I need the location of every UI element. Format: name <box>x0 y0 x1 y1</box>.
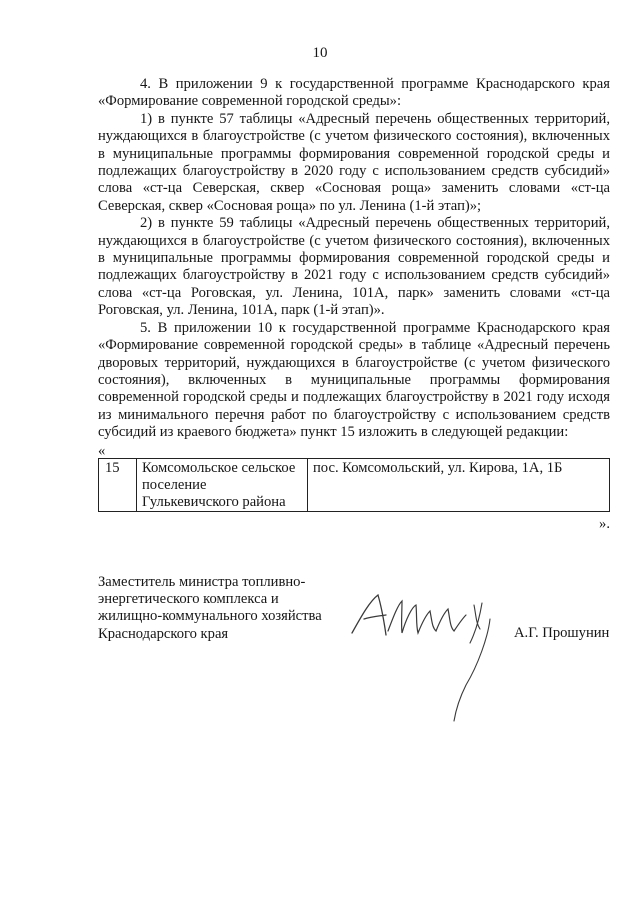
handwritten-signature <box>340 575 510 725</box>
page-number: 10 <box>312 45 328 61</box>
signatory-position <box>98 574 338 643</box>
paragraph-item-4: 4. В приложении 9 к государственной программе Краснодарского края «Формирование современной городской среды»: <box>98 76 610 110</box>
address-table <box>98 458 610 512</box>
address-cell: пос. Комсомольский, ул. Кирова, 1А, 1Б <box>308 458 610 511</box>
signer-name: А.Г. Прошунин <box>514 625 610 641</box>
settlement-cell: Комсомольское сельское поселение Гулькевичского района <box>137 458 308 511</box>
position-line: энергетического комплекса и <box>98 591 279 608</box>
open-quote: « <box>98 442 106 459</box>
paragraph-item-5: 5. В приложении 10 к государственной программе Краснодарского края «Формирование современной городской среды» в таблице «Адресный перечень дворовых территорий, нуждающихся в благоустройстве (с учетом физического состояния), включенных в муниципальные программы формирования современной городской среды и подлежащих благоустройству в 2021 году исходя из минимального перечня работ по благоустройству с использованием средств субсидий из краевого бюджета» пункт 15 изложить в следующей редакции: <box>98 319 610 441</box>
position-line: Краснодарского края <box>98 625 229 642</box>
paragraph-subitem-2: 2) в пункте 59 таблицы «Адресный перечень общественных территорий, нуждающихся в благоустройстве (с учетом физического состояния), включенных в муниципальные программы формирования современной городской среды и подлежащих благоустройству в 2021 году с использованием средств субсидий» слова «ст-ца Роговская, ул. Ленина, 101А, парк» заменить словами «ст-ца Роговская, ул. Ленина, 101А, парк (1-й этап)». <box>98 215 610 319</box>
document-body <box>98 76 610 533</box>
close-quote: ». <box>599 515 610 532</box>
paragraph-subitem-1: 1) в пункте 57 таблицы «Адресный перечень общественных территорий, нуждающихся в благоустройстве (с учетом физического состояния), включенных в муниципальные программы формирования современной городской среды и подлежащих благоустройству в 2020 году с использованием средств субсидий» слова «ст-ца Северская, сквер «Сосновая роща» заменить словами «ст-ца Северская, сквер «Сосновая роща» по ул. Ленина (1-й этап)»; <box>98 110 610 214</box>
position-line: жилищно-коммунального хозяйства <box>98 608 322 625</box>
row-number-cell: 15 <box>99 458 137 511</box>
table-row <box>99 458 610 511</box>
position-line: Заместитель министра топливно- <box>98 574 306 590</box>
